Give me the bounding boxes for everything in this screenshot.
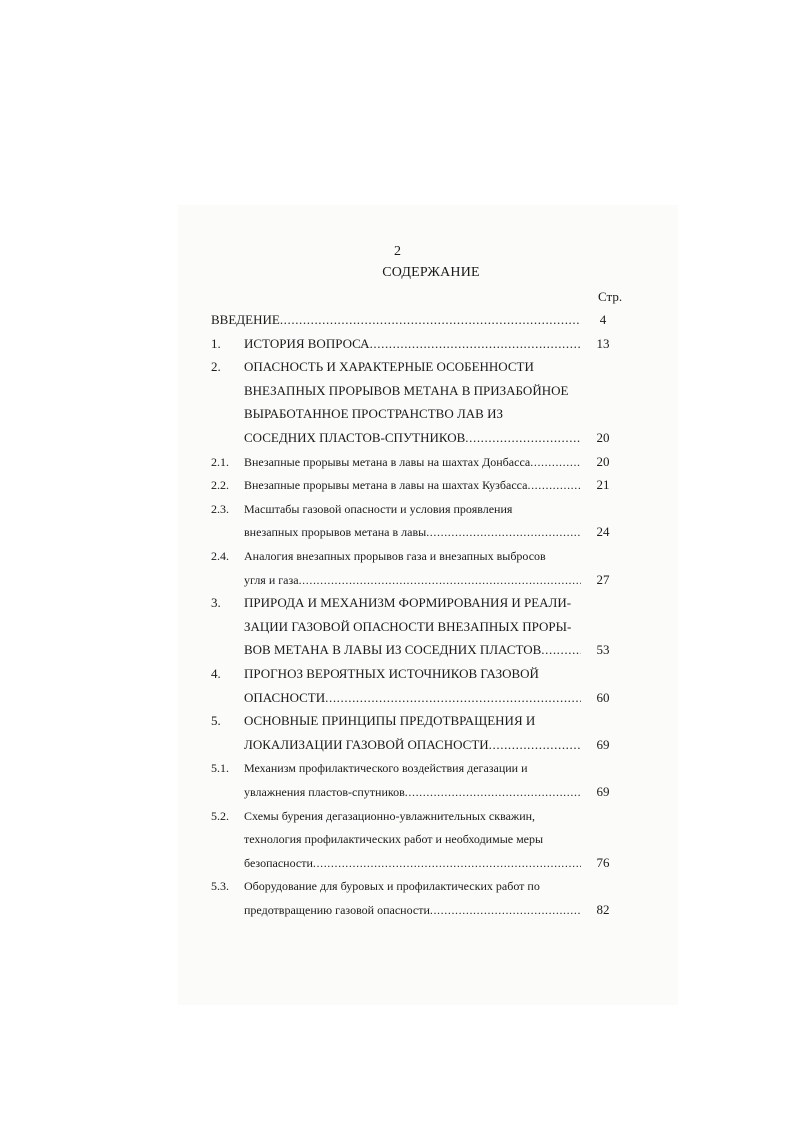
toc-entry-line xyxy=(244,572,581,588)
toc-entry-line xyxy=(244,666,604,682)
toc-entry-line xyxy=(244,713,604,729)
toc-entry-title: ОПАСНОСТИ xyxy=(244,689,326,705)
toc-entry-line xyxy=(244,690,581,706)
toc-entry-page: 53 xyxy=(596,642,610,658)
toc-entry-line xyxy=(244,831,604,847)
toc-entry-title: Аналогия внезапных прорывов газа и внезапных выбросов xyxy=(244,549,546,563)
toc-entry-number: 2.2. xyxy=(211,478,229,493)
toc-dot-leader xyxy=(325,690,581,706)
toc-entry-line xyxy=(244,406,604,422)
toc-entry-line xyxy=(244,642,581,658)
toc-entry-line xyxy=(244,619,604,635)
toc-dot-leader xyxy=(530,454,581,470)
toc-entry-title: увлажнения пластов-спутников xyxy=(244,785,405,799)
toc-dot-leader xyxy=(280,312,581,328)
toc-entry-page: 82 xyxy=(596,902,610,917)
toc-entry-page: 69 xyxy=(596,784,610,799)
toc-entry-title: ИСТОРИЯ ВОПРОСА xyxy=(244,335,370,351)
toc-dot-leader xyxy=(313,855,581,871)
toc-entry-line xyxy=(244,477,581,493)
toc-entry-line xyxy=(244,501,604,517)
toc-entry-title: ВОВ МЕТАНА В ЛАВЫ ИЗ СОСЕДНИХ ПЛАСТОВ xyxy=(244,642,542,658)
toc-entry-title: Внезапные прорывы метана в лавы на шахтах Донбасса xyxy=(244,454,531,469)
toc-entry-number: 2. xyxy=(211,359,221,375)
toc-entry-line xyxy=(244,430,581,446)
toc-entry-number: 5. xyxy=(211,713,221,729)
toc-entry-number: 2.3. xyxy=(211,501,229,516)
toc-entry-line xyxy=(244,855,581,871)
toc-entry-line xyxy=(244,878,604,894)
toc-dot-leader xyxy=(489,737,581,753)
toc-entry-line xyxy=(244,454,581,470)
toc-entry-line xyxy=(244,784,581,800)
toc-entry-line xyxy=(244,548,604,564)
toc-entry-title: ЗАЦИИ ГАЗОВОЙ ОПАСНОСТИ ВНЕЗАПНЫХ ПРОРЫ- xyxy=(244,618,572,634)
toc-entry-number: 3. xyxy=(211,595,221,611)
toc-entry-page: 13 xyxy=(596,335,610,351)
toc-entry-title: угля и газа xyxy=(244,572,299,587)
toc-entry-line xyxy=(244,383,604,399)
toc-entry-title: ОПАСНОСТЬ И ХАРАКТЕРНЫЕ ОСОБЕННОСТИ xyxy=(244,359,534,375)
toc-dot-leader xyxy=(405,784,581,800)
toc-dot-leader xyxy=(430,902,581,918)
toc-entry-page: 20 xyxy=(596,430,610,445)
toc-entry-title: ЛОКАЛИЗАЦИИ ГАЗОВОЙ ОПАСНОСТИ xyxy=(244,736,489,752)
toc-entry-title: Механизм профилактического воздействия дегазации и xyxy=(244,761,528,776)
toc-entry-title: ВВЕДЕНИЕ xyxy=(211,312,280,327)
page-number: 2 xyxy=(394,244,401,259)
toc-entry-title: Внезапные прорывы метана в лавы на шахтах Кузбасса xyxy=(244,478,528,493)
toc-entry-line xyxy=(244,902,581,918)
toc-entry-title: ВЫРАБОТАННОЕ ПРОСТРАНСТВО ЛАВ ИЗ xyxy=(244,406,503,422)
toc-dot-leader xyxy=(465,430,581,446)
toc-entry-line xyxy=(244,595,604,611)
toc-entry-line xyxy=(244,760,604,776)
toc-entry-title: ПРОГНОЗ ВЕРОЯТНЫХ ИСТОЧНИКОВ ГАЗОВОЙ xyxy=(244,666,539,681)
toc-entry-line xyxy=(244,336,581,352)
page-column-label: Стр. xyxy=(598,289,623,304)
toc-entry-title: Масштабы газовой опасности и условия проявления xyxy=(244,501,513,516)
toc-entry-number: 5.1. xyxy=(211,761,229,776)
toc-entry-line xyxy=(244,524,581,540)
toc-dot-leader xyxy=(370,336,581,352)
toc-entry-title: Оборудование для буровых и профилактических работ по xyxy=(244,879,540,894)
toc-entry-title: СОСЕДНИХ ПЛАСТОВ-СПУТНИКОВ xyxy=(244,430,466,445)
toc-entry-number: 4. xyxy=(211,666,221,681)
toc-entry-title: ПРИРОДА И МЕХАНИЗМ ФОРМИРОВАНИЯ И РЕАЛИ- xyxy=(244,595,572,611)
toc-entry-line xyxy=(211,312,581,328)
toc-entry-page: 4 xyxy=(599,312,607,327)
toc-entry-page: 20 xyxy=(596,453,610,469)
toc-dot-leader xyxy=(299,572,581,588)
toc-entry-number: 5.2. xyxy=(211,808,229,823)
toc-entry-title: безопасности xyxy=(244,855,313,870)
toc-dot-leader xyxy=(541,642,581,658)
toc-entry-line xyxy=(244,737,581,753)
toc-entry-title: технология профилактических работ и необходимые меры xyxy=(244,832,544,847)
toc-entry-title: Схемы бурения дегазационно-увлажнительных скважин, xyxy=(244,808,536,823)
toc-entry-number: 5.3. xyxy=(211,879,229,894)
toc-entry-page: 27 xyxy=(596,571,610,587)
toc-entry-page: 60 xyxy=(596,689,610,705)
toc-entry-page: 24 xyxy=(596,524,610,540)
toc-entry-number: 2.1. xyxy=(211,454,229,469)
toc-entry-page: 21 xyxy=(596,477,610,493)
toc-entry-line xyxy=(244,359,604,375)
toc-dot-leader xyxy=(527,477,581,493)
toc-entry-page: 69 xyxy=(596,736,610,752)
toc-dot-leader xyxy=(426,524,581,540)
toc-entry-title: ОСНОВНЫЕ ПРИНЦИПЫ ПРЕДОТВРАЩЕНИЯ И xyxy=(244,713,536,729)
toc-entry-title: внезапных прорывов метана в лавы xyxy=(244,525,427,540)
toc-entry-title: ВНЕЗАПНЫХ ПРОРЫВОВ МЕТАНА В ПРИЗАБОЙНОЕ xyxy=(244,382,569,398)
toc-entry-title: предотвращению газовой опасности xyxy=(244,903,430,917)
toc-title: СОДЕРЖАНИЕ xyxy=(382,265,480,280)
toc-entry-page: 76 xyxy=(596,854,610,870)
toc-entry-number: 2.4. xyxy=(211,549,229,563)
toc-entry-line xyxy=(244,808,604,824)
toc-entry-number: 1. xyxy=(211,335,221,351)
